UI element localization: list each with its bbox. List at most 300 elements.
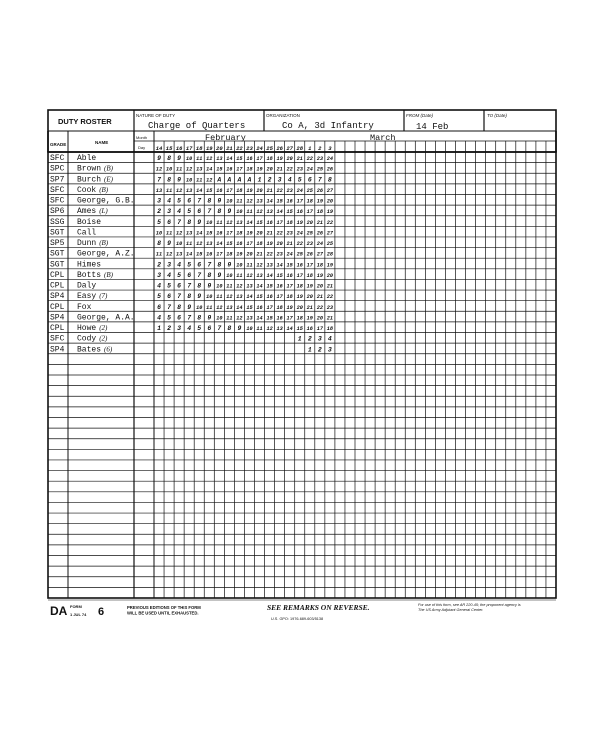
duty-count: 21 — [286, 241, 293, 248]
roster-row[interactable] — [50, 239, 334, 248]
duty-count: 4 — [157, 282, 161, 290]
duty-count: 19 — [236, 251, 243, 258]
duty-count: 7 — [187, 282, 192, 290]
duty-count: 20 — [256, 230, 263, 237]
duty-count: 11 — [256, 326, 263, 333]
duty-count: 9 — [157, 155, 161, 163]
duty-count: 15 — [236, 156, 243, 163]
duty-count: 12 — [266, 326, 273, 333]
duty-count: 7 — [177, 293, 182, 301]
duty-count: 20 — [316, 283, 323, 290]
duty-count: 8 — [167, 176, 172, 184]
duty-count: 7 — [317, 176, 322, 184]
duty-count: 16 — [216, 230, 223, 237]
duty-count: 14 — [276, 262, 283, 269]
name-cell: Dunn — [77, 239, 97, 249]
duty-count: 23 — [296, 166, 303, 173]
duty-count: 14 — [286, 326, 293, 333]
duty-count: 8 — [187, 218, 192, 226]
duty-count: 18 — [286, 294, 293, 301]
duty-count: 22 — [316, 304, 323, 311]
duty-count: 20 — [246, 251, 253, 258]
grade-cell: SP6 — [50, 207, 65, 217]
duty-count: 5 — [177, 197, 182, 205]
duty-count: 16 — [236, 241, 243, 248]
duty-count: A — [247, 176, 252, 184]
grade-cell: SFC — [50, 154, 65, 164]
duty-count: 23 — [306, 241, 313, 248]
duty-count: 20 — [286, 156, 293, 163]
day-number: 17 — [185, 145, 193, 152]
duty-count: 16 — [276, 315, 283, 322]
duty-count: 20 — [296, 304, 303, 311]
day-number: 26 — [276, 145, 283, 152]
duty-count: 1 — [297, 335, 302, 343]
name-column-header: NAME — [95, 140, 109, 145]
duty-count: 26 — [316, 187, 323, 194]
duty-count: 12 — [226, 219, 233, 226]
duty-count: 11 — [226, 315, 233, 322]
duty-count: 12 — [206, 177, 213, 184]
duty-count: 6 — [157, 303, 161, 311]
grade-cell: SP4 — [50, 313, 65, 323]
grade-cell: SPC — [50, 164, 65, 174]
roster-title: DUTY ROSTER — [58, 117, 112, 126]
ar-reference-note: For use of this form, see AR 220-45; the proponent agency is The US Army Adjutant General Center. — [418, 603, 521, 612]
duty-count: 10 — [206, 294, 213, 301]
duty-count: 16 — [206, 251, 213, 258]
duty-count: 10 — [216, 283, 223, 290]
day-number: 3 — [328, 145, 332, 152]
duty-count: 13 — [266, 209, 273, 216]
duty-count: 4 — [157, 314, 161, 322]
duty-count: 17 — [296, 272, 303, 279]
duty-count: 16 — [226, 166, 233, 173]
duty-count: 16 — [286, 198, 293, 205]
duty-count: 2 — [317, 346, 322, 354]
duty-count: 23 — [286, 230, 293, 237]
name-cell: Bates — [77, 345, 102, 355]
day-number: 23 — [246, 145, 253, 152]
organization-value[interactable]: Co A, 3d Infantry — [282, 121, 374, 131]
nature-of-duty-label: NATURE OF DUTY — [136, 113, 176, 118]
name-cell: Boise — [77, 217, 102, 227]
grade-cell: CPL — [50, 270, 65, 280]
grade-cell: SFC — [50, 334, 65, 344]
duty-count: 18 — [276, 304, 283, 311]
duty-count: 18 — [296, 283, 303, 290]
duty-count: 14 — [196, 187, 203, 194]
duty-count: 14 — [216, 241, 223, 248]
duty-count: 26 — [316, 230, 323, 237]
duty-count: 9 — [197, 218, 202, 226]
duty-count: 5 — [297, 176, 302, 184]
duty-count: 18 — [236, 230, 243, 237]
duty-count: 2 — [157, 261, 161, 269]
duty-count: 10 — [165, 166, 173, 173]
duty-count: 10 — [155, 230, 163, 237]
day-number: 1 — [308, 145, 312, 152]
duty-count: 4 — [167, 197, 172, 205]
roster-row[interactable] — [50, 292, 333, 301]
duty-count: 13 — [196, 166, 203, 173]
duty-count: 7 — [217, 325, 222, 333]
duty-count: 8 — [207, 271, 212, 279]
duty-count: 9 — [207, 314, 212, 322]
duty-count: 13 — [236, 294, 243, 301]
duty-count: 7 — [157, 176, 161, 184]
grade-cell: CPL — [50, 302, 65, 312]
duty-count: 23 — [316, 156, 323, 163]
duty-count: 13 — [256, 272, 263, 279]
grade-cell: SFC — [50, 196, 65, 206]
duty-count: 9 — [237, 325, 242, 333]
roster-row[interactable] — [50, 271, 333, 280]
duty-count: 10 — [216, 315, 223, 322]
duty-count: 12 — [186, 166, 193, 173]
duty-count: 10 — [186, 177, 193, 184]
duty-count: 11 — [246, 262, 253, 269]
duty-count: 1 — [307, 346, 312, 354]
duty-count: 3 — [157, 197, 161, 205]
duty-count: 11 — [165, 230, 173, 237]
duty-count: 25 — [306, 187, 313, 194]
duty-count: 7 — [187, 314, 192, 322]
duty-count: 4 — [177, 261, 182, 269]
duty-count: 11 — [236, 272, 243, 279]
duty-count: 6 — [187, 197, 192, 205]
day-number: 14 — [155, 145, 163, 152]
duty-count: 21 — [316, 219, 323, 226]
duty-count: 15 — [226, 241, 233, 248]
duty-count: 6 — [187, 271, 192, 279]
duty-count: 4 — [287, 176, 292, 184]
grade-column-header: GRADE — [50, 142, 67, 147]
duty-count: 19 — [326, 209, 333, 216]
duty-count: 17 — [306, 262, 313, 269]
duty-count: 19 — [326, 262, 333, 269]
duty-count: 21 — [266, 187, 273, 194]
duty-count: A — [227, 176, 232, 184]
duty-count: 27 — [326, 187, 333, 194]
duty-count: 3 — [167, 208, 172, 216]
duty-count: 4 — [327, 335, 332, 343]
duty-count: 20 — [326, 272, 333, 279]
duty-count: 5 — [157, 293, 161, 301]
remark-mark: (6) — [104, 345, 113, 354]
duty-count: 18 — [286, 219, 293, 226]
duty-count: 2 — [167, 325, 172, 333]
duty-count: 13 — [176, 251, 183, 258]
roster-row[interactable] — [50, 218, 333, 227]
duty-count: 8 — [327, 176, 332, 184]
grade-cell: CPL — [50, 324, 65, 334]
duty-count: 17 — [286, 315, 293, 322]
duty-count: 4 — [177, 208, 182, 216]
from-date-value[interactable]: 14 Feb — [416, 122, 449, 132]
roster-row[interactable] — [50, 165, 333, 174]
duty-count: 21 — [276, 166, 283, 173]
roster-row[interactable] — [50, 345, 332, 354]
duty-count: 10 — [236, 262, 243, 269]
duty-count: 23 — [286, 187, 293, 194]
duty-count: 16 — [266, 294, 273, 301]
duty-count: 9 — [177, 176, 182, 184]
name-cell: Botts — [77, 270, 102, 280]
duty-count: 14 — [256, 283, 263, 290]
duty-count: 10 — [246, 326, 253, 333]
duty-count: 14 — [266, 198, 273, 205]
name-cell: Burch — [77, 175, 102, 185]
remark-mark: (E) — [104, 175, 113, 184]
duty-count: 7 — [207, 261, 212, 269]
duty-count: 14 — [206, 166, 213, 173]
duty-count: 14 — [246, 294, 253, 301]
duty-count: 2 — [157, 208, 161, 216]
day-number: 22 — [236, 145, 243, 152]
duty-count: 13 — [266, 262, 273, 269]
duty-count: 13 — [246, 283, 253, 290]
duty-count: 8 — [177, 303, 182, 311]
duty-count: 17 — [276, 294, 283, 301]
duty-count: 19 — [306, 283, 313, 290]
day-number: 27 — [286, 145, 293, 152]
nature-of-duty-value[interactable]: Charge of Quarters — [148, 121, 246, 131]
name-cell: Easy — [77, 292, 97, 302]
duty-count: 11 — [165, 187, 173, 194]
remark-mark: (7) — [99, 292, 108, 301]
roster-row[interactable] — [50, 175, 332, 184]
remark-mark: (2) — [99, 324, 108, 333]
roster-row[interactable] — [50, 313, 333, 322]
duty-count: 15 — [286, 209, 293, 216]
duty-count: 12 — [176, 187, 183, 194]
duty-count: 15 — [286, 262, 293, 269]
duty-count: 18 — [256, 241, 263, 248]
duty-count: 4 — [187, 325, 192, 333]
duty-count: 12 — [165, 251, 173, 258]
duty-count: 11 — [236, 198, 243, 205]
to-date-label: TO (Date) — [487, 113, 507, 118]
grade-cell: SGT — [50, 249, 65, 259]
duty-count: 5 — [177, 271, 182, 279]
previous-editions-note: PREVIOUS EDITIONS OF THIS FORM WILL BE USED UNTIL EXHAUSTED. — [127, 605, 201, 616]
duty-count: 18 — [246, 166, 253, 173]
roster-row[interactable] — [50, 250, 333, 259]
duty-count: 19 — [316, 198, 323, 205]
name-cell: George, A.A. — [77, 313, 135, 323]
duty-count: 9 — [207, 282, 212, 290]
remark-mark: (B) — [104, 270, 113, 279]
duty-count: 15 — [196, 251, 203, 258]
day-number: 15 — [165, 145, 173, 152]
duty-count: 12 — [256, 209, 263, 216]
roster-row[interactable] — [50, 228, 334, 237]
roster-row[interactable] — [50, 186, 334, 195]
grade-cell: SFC — [50, 185, 65, 195]
duty-count: 17 — [256, 156, 263, 163]
duty-count: 11 — [216, 219, 223, 226]
duty-count: 19 — [266, 241, 273, 248]
duty-count: 9 — [197, 293, 202, 301]
duty-count: 10 — [226, 198, 233, 205]
duty-count: 18 — [226, 251, 233, 258]
duty-count: 26 — [306, 251, 313, 258]
roster-row[interactable] — [50, 207, 333, 216]
duty-count: 21 — [326, 283, 333, 290]
duty-count: 16 — [246, 156, 253, 163]
name-cell: Cook — [77, 185, 97, 195]
duty-count: 10 — [176, 241, 183, 248]
duty-count: 18 — [326, 326, 333, 333]
remark-mark: (B) — [104, 164, 113, 173]
duty-count: 5 — [157, 218, 161, 226]
duty-count: 12 — [256, 262, 263, 269]
duty-count: 2 — [267, 176, 272, 184]
duty-count: 24 — [296, 230, 303, 237]
duty-count: 19 — [276, 156, 283, 163]
duty-count: 9 — [227, 261, 232, 269]
roster-row[interactable] — [50, 335, 332, 344]
duty-count: 22 — [326, 294, 333, 301]
duty-count: 13 — [155, 187, 163, 194]
duty-count: 6 — [307, 176, 312, 184]
duty-count: 18 — [266, 156, 273, 163]
duty-count: 19 — [246, 187, 253, 194]
duty-count: 14 — [246, 219, 253, 226]
duty-count: 5 — [187, 208, 192, 216]
grade-cell: SSG — [50, 217, 65, 227]
duty-count: 9 — [167, 240, 172, 248]
duty-count: 22 — [296, 241, 303, 248]
grade-cell: SGT — [50, 260, 65, 270]
duty-count: 16 — [266, 219, 273, 226]
duty-count: 14 — [236, 304, 243, 311]
roster-row[interactable] — [50, 197, 333, 206]
duty-count: 17 — [276, 219, 283, 226]
duty-count: 3 — [317, 335, 322, 343]
day-number-row — [156, 145, 332, 152]
duty-count: 6 — [177, 282, 182, 290]
duty-count: A — [237, 176, 242, 184]
duty-count: 11 — [196, 177, 203, 184]
duty-count: 11 — [196, 156, 203, 163]
name-cell: George, A.Z. — [77, 249, 135, 259]
duty-count: 15 — [266, 283, 273, 290]
duty-count: 17 — [316, 326, 323, 333]
duty-count: 21 — [296, 156, 303, 163]
duty-count: 24 — [326, 156, 333, 163]
duty-count: 11 — [226, 283, 233, 290]
duty-count: 8 — [187, 293, 192, 301]
duty-count: 13 — [236, 219, 243, 226]
duty-count: 19 — [246, 230, 253, 237]
duty-count: 13 — [246, 315, 253, 322]
duty-count: 13 — [186, 187, 193, 194]
month-february: February — [205, 133, 246, 143]
duty-count: 17 — [226, 187, 233, 194]
duty-count: 7 — [197, 197, 202, 205]
duty-count: 11 — [186, 241, 193, 248]
duty-count: 15 — [246, 304, 253, 311]
duty-count: 17 — [216, 251, 223, 258]
duty-count: 7 — [207, 208, 212, 216]
duty-count: 19 — [316, 272, 323, 279]
duty-count: 7 — [177, 218, 182, 226]
duty-count: 9 — [217, 197, 222, 205]
remark-mark: (B) — [99, 185, 109, 194]
duty-count: 21 — [266, 230, 273, 237]
duty-count: 3 — [327, 346, 332, 354]
duty-count: 2 — [307, 335, 312, 343]
duty-count: 11 — [216, 294, 223, 301]
duty-count: 8 — [217, 261, 222, 269]
duty-count: 12 — [226, 294, 233, 301]
remark-mark: (L) — [99, 207, 108, 216]
duty-count: 10 — [196, 304, 203, 311]
grade-cell: SP4 — [50, 345, 65, 355]
duty-count: 15 — [206, 187, 213, 194]
duty-count: 5 — [187, 261, 192, 269]
duty-count: 6 — [207, 325, 212, 333]
duty-count: 24 — [296, 187, 303, 194]
day-label: Day — [138, 145, 146, 150]
duty-count: 6 — [177, 314, 182, 322]
duty-count: 6 — [197, 208, 202, 216]
duty-count: 15 — [276, 272, 283, 279]
duty-count: 1 — [257, 176, 262, 184]
form-footer — [50, 603, 521, 621]
roster-row[interactable] — [50, 154, 333, 163]
duty-count: 21 — [256, 251, 263, 258]
duty-count: 16 — [306, 326, 313, 333]
roster-row[interactable] — [50, 303, 333, 312]
duty-count: 19 — [296, 294, 303, 301]
duty-count: 14 — [226, 156, 233, 163]
duty-count: 18 — [316, 262, 323, 269]
organization-label: ORGANIZATION — [266, 113, 300, 118]
duty-count: 11 — [206, 304, 213, 311]
duty-count: 9 — [217, 271, 222, 279]
roster-row[interactable] — [50, 324, 333, 333]
duty-count: 19 — [296, 219, 303, 226]
duty-count: 8 — [157, 240, 161, 248]
duty-count: 14 — [256, 315, 263, 322]
roster-row[interactable] — [50, 282, 333, 291]
duty-count: 15 — [256, 294, 263, 301]
duty-count: 7 — [197, 271, 202, 279]
duty-count: 20 — [326, 198, 333, 205]
duty-count: 24 — [316, 241, 323, 248]
duty-count: 15 — [216, 166, 223, 173]
duty-count: 16 — [216, 187, 223, 194]
duty-count: 18 — [306, 272, 313, 279]
duty-count: 23 — [276, 251, 283, 258]
duty-count: 3 — [177, 325, 182, 333]
duty-count: 27 — [316, 251, 323, 258]
duty-count: 17 — [306, 209, 313, 216]
grade-cell: SGT — [50, 228, 65, 238]
duty-count: 12 — [216, 304, 223, 311]
duty-count: 16 — [296, 262, 303, 269]
duty-count: 20 — [306, 219, 313, 226]
duty-count: 13 — [206, 241, 213, 248]
duty-count: 26 — [326, 166, 333, 173]
day-number: 20 — [216, 145, 223, 152]
day-number: 19 — [205, 145, 213, 152]
duty-count: 8 — [197, 314, 202, 322]
roster-row[interactable] — [50, 260, 333, 269]
